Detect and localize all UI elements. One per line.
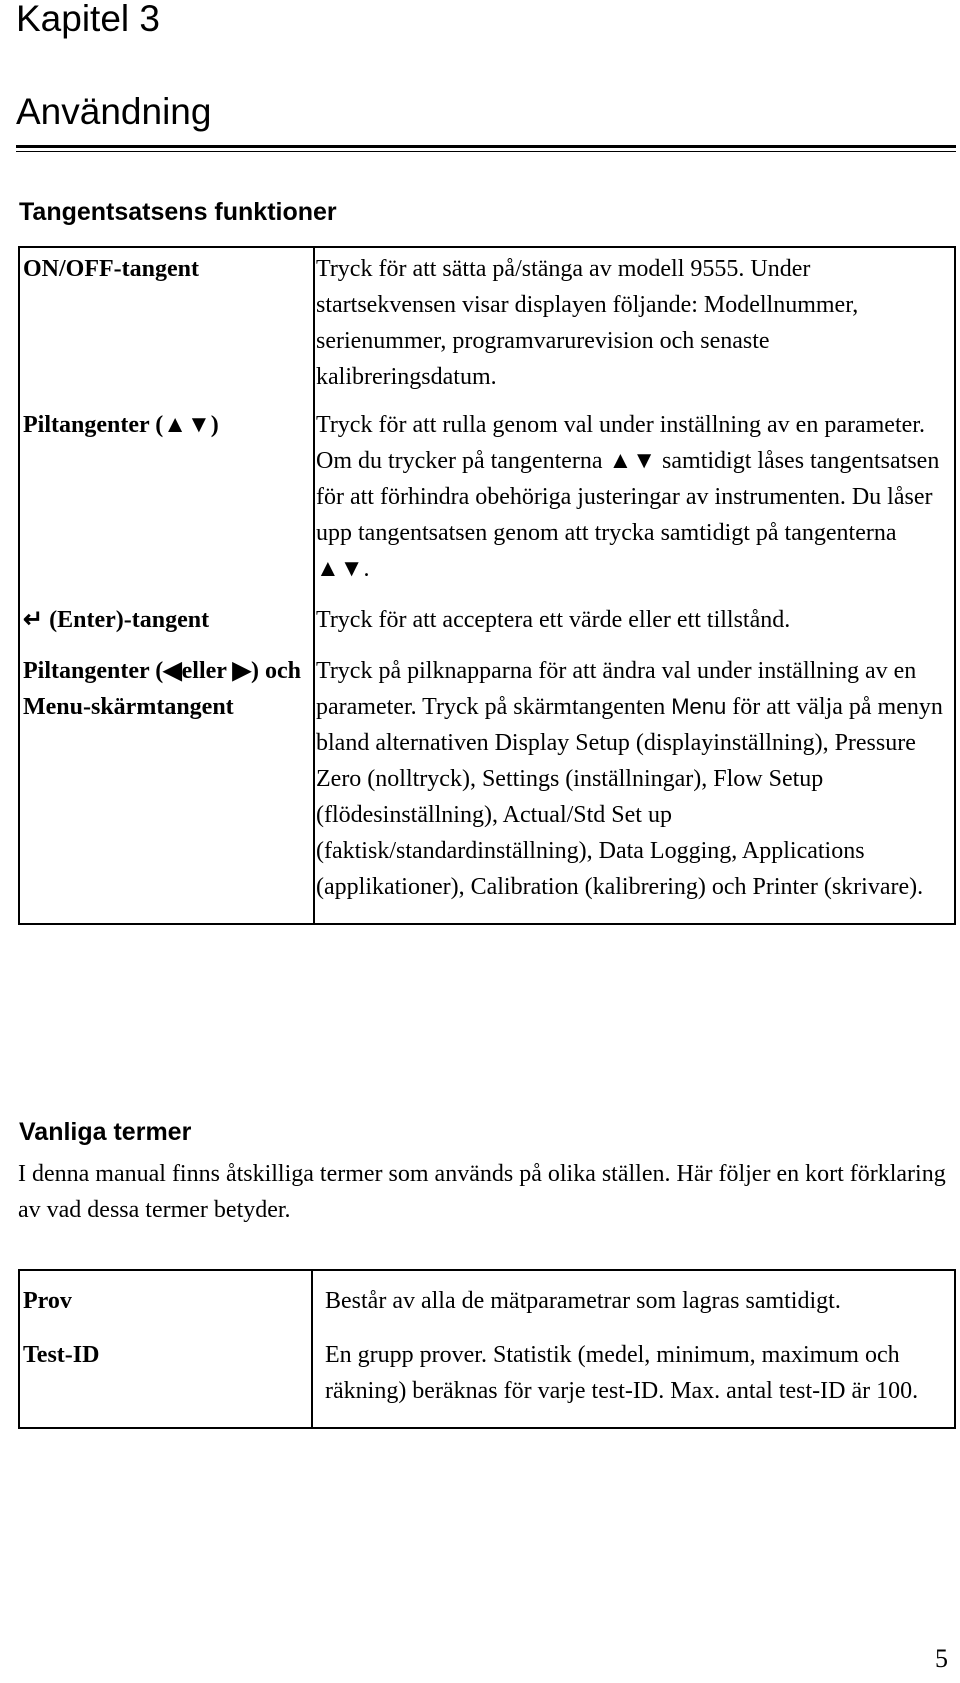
key-desc-leftright-b: för att välja på menyn bland alternativen Display Setup (displayinställning), Pressure Zero (nolltryck), Settings (inställningar), Flow Setup (flödesinställning), Actual/Std Set up (faktisk/standardinställning), Data Logging, Applications (applikationer), Calibration (kalibrering) och Printer (skrivare). [316,694,943,900]
term-test-id: Test-ID [19,1319,312,1428]
table-row [19,587,955,638]
term-desc-prov: Består av alla de mätparametrar som lagras samtidigt. [325,1288,841,1314]
title-rule-thin [16,151,956,152]
terms-intro: I denna manual finns åtskilliga termer som används på olika ställen. Här följer en kort förklaring av vad dessa termer betyder. [18,1161,946,1223]
key-desc-onoff: Tryck för att sätta på/stänga av modell 9555. Under startsekvensen visar displayen följande: Modellnummer, serienummer, programvarurevision och senaste kalibreringsdatum. [314,247,955,395]
table-row [19,638,955,924]
table-row [19,247,955,395]
key-term-enter-label: (Enter)-tangent [43,607,210,633]
terms-heading: Vanliga termer [19,1118,192,1146]
key-term-leftright: Piltangenter (◀eller ▶) och Menu-skärmtangent [23,658,301,720]
page-number: 5 [935,1644,948,1673]
key-desc-enter: Tryck för att acceptera ett värde eller ett tillstånd. [314,587,955,638]
chapter-label: Kapitel 3 [16,0,160,39]
term-prov: Prov [19,1270,312,1319]
table-row [19,1270,955,1319]
enter-icon: ↵ [23,607,44,633]
key-term-updown: Piltangenter (▲▼) [23,412,219,438]
keypad-heading: Tangentsatsens funktioner [19,198,337,226]
terms-table [18,1269,956,1429]
table-row [19,395,955,587]
key-term-enter [19,587,314,638]
key-desc-leftright-a: Tryck på pilknapparna för att ändra val under inställning av en parameter. Tryck på skärmtangenten [316,658,917,720]
key-desc-leftright [314,638,955,924]
keypad-table [18,246,956,925]
page-title: Användning [16,91,212,132]
title-rule-thick [16,145,956,148]
menu-softkey-label: Menu [671,694,727,719]
term-desc-test-id: En grupp prover. Statistik (medel, minimum, maximum och räkning) beräknas för varje test-ID. Max. antal test-ID är 100. [325,1342,919,1404]
key-term-onoff: ON/OFF-tangent [23,256,199,282]
key-desc-updown: Tryck för att rulla genom val under inställning av en parameter. Om du trycker på tangenterna ▲▼ samtidigt låses tangentsatsen för att förhindra obehöriga justeringar av instrumenten. Du låser upp tangentsatsen genom att trycka samtidigt på tangenterna ▲▼. [314,395,955,587]
table-row [19,1319,955,1428]
